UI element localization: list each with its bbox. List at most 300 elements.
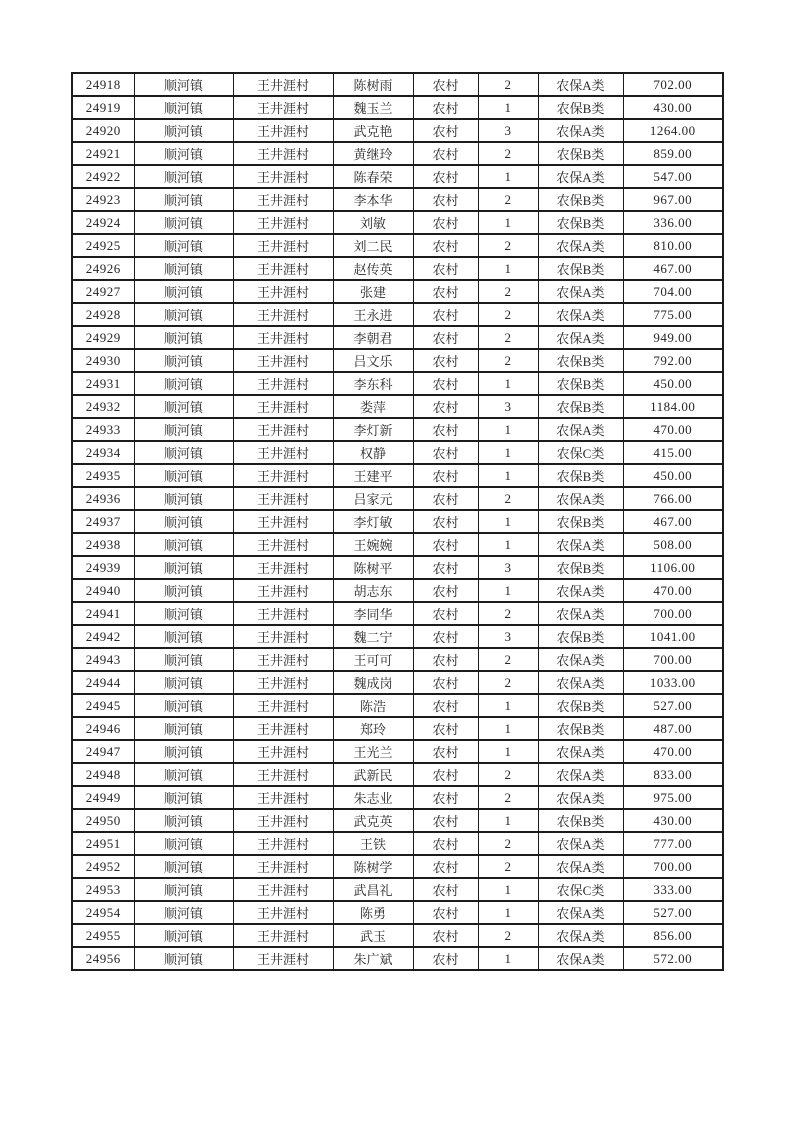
- cell-residence: 农村: [413, 671, 478, 694]
- cell-town: 顺河镇: [134, 510, 233, 533]
- cell-residence: 农村: [413, 165, 478, 188]
- cell-count: 1: [478, 372, 538, 395]
- cell-town: 顺河镇: [134, 740, 233, 763]
- cell-amount: 810.00: [623, 234, 723, 257]
- cell-town: 顺河镇: [134, 372, 233, 395]
- cell-count: 3: [478, 395, 538, 418]
- cell-count: 1: [478, 901, 538, 924]
- cell-id: 24934: [72, 441, 134, 464]
- cell-id: 24952: [72, 855, 134, 878]
- cell-category: 农保A类: [538, 855, 623, 878]
- cell-amount: 766.00: [623, 487, 723, 510]
- cell-category: 农保A类: [538, 487, 623, 510]
- cell-village: 王井涯村: [233, 786, 333, 809]
- cell-town: 顺河镇: [134, 165, 233, 188]
- cell-name: 王铁: [333, 832, 413, 855]
- cell-town: 顺河镇: [134, 671, 233, 694]
- cell-category: 农保B类: [538, 257, 623, 280]
- cell-count: 2: [478, 763, 538, 786]
- cell-town: 顺河镇: [134, 349, 233, 372]
- cell-count: 1: [478, 809, 538, 832]
- cell-village: 王井涯村: [233, 694, 333, 717]
- table-row: [72, 671, 723, 694]
- cell-count: 3: [478, 625, 538, 648]
- cell-name: 张建: [333, 280, 413, 303]
- cell-town: 顺河镇: [134, 809, 233, 832]
- cell-village: 王井涯村: [233, 740, 333, 763]
- cell-id: 24929: [72, 326, 134, 349]
- cell-category: 农保B类: [538, 717, 623, 740]
- cell-village: 王井涯村: [233, 625, 333, 648]
- cell-residence: 农村: [413, 280, 478, 303]
- cell-count: 1: [478, 418, 538, 441]
- cell-id: 24936: [72, 487, 134, 510]
- cell-village: 王井涯村: [233, 395, 333, 418]
- cell-count: 1: [478, 579, 538, 602]
- cell-amount: 527.00: [623, 694, 723, 717]
- cell-name: 李灯敏: [333, 510, 413, 533]
- cell-name: 娄萍: [333, 395, 413, 418]
- cell-id: 24940: [72, 579, 134, 602]
- cell-residence: 农村: [413, 395, 478, 418]
- cell-name: 刘二民: [333, 234, 413, 257]
- cell-count: 2: [478, 280, 538, 303]
- cell-category: 农保A类: [538, 740, 623, 763]
- cell-count: 1: [478, 464, 538, 487]
- cell-category: 农保A类: [538, 326, 623, 349]
- cell-count: 1: [478, 878, 538, 901]
- cell-name: 李灯新: [333, 418, 413, 441]
- cell-amount: 508.00: [623, 533, 723, 556]
- cell-name: 李本华: [333, 188, 413, 211]
- cell-amount: 833.00: [623, 763, 723, 786]
- cell-residence: 农村: [413, 878, 478, 901]
- cell-category: 农保A类: [538, 119, 623, 142]
- cell-town: 顺河镇: [134, 763, 233, 786]
- cell-name: 李东科: [333, 372, 413, 395]
- cell-village: 王井涯村: [233, 602, 333, 625]
- cell-count: 1: [478, 257, 538, 280]
- cell-count: 3: [478, 119, 538, 142]
- cell-count: 1: [478, 441, 538, 464]
- cell-village: 王井涯村: [233, 855, 333, 878]
- cell-name: 武克艳: [333, 119, 413, 142]
- cell-id: 24951: [72, 832, 134, 855]
- table-row: [72, 73, 723, 96]
- table-row: [72, 142, 723, 165]
- cell-amount: 467.00: [623, 510, 723, 533]
- table-row: [72, 648, 723, 671]
- cell-category: 农保C类: [538, 441, 623, 464]
- cell-amount: 430.00: [623, 809, 723, 832]
- cell-residence: 农村: [413, 188, 478, 211]
- cell-town: 顺河镇: [134, 303, 233, 326]
- cell-category: 农保B类: [538, 188, 623, 211]
- table-row: [72, 855, 723, 878]
- table-row: [72, 740, 723, 763]
- cell-count: 2: [478, 188, 538, 211]
- table-row: [72, 418, 723, 441]
- table-row: [72, 372, 723, 395]
- cell-village: 王井涯村: [233, 303, 333, 326]
- cell-count: 2: [478, 648, 538, 671]
- cell-count: 2: [478, 234, 538, 257]
- cell-count: 1: [478, 533, 538, 556]
- cell-category: 农保B类: [538, 510, 623, 533]
- cell-town: 顺河镇: [134, 96, 233, 119]
- cell-name: 朱广斌: [333, 947, 413, 970]
- table-row: [72, 165, 723, 188]
- cell-count: 2: [478, 671, 538, 694]
- cell-village: 王井涯村: [233, 119, 333, 142]
- cell-category: 农保B类: [538, 464, 623, 487]
- cell-town: 顺河镇: [134, 924, 233, 947]
- cell-village: 王井涯村: [233, 556, 333, 579]
- cell-town: 顺河镇: [134, 855, 233, 878]
- cell-id: 24938: [72, 533, 134, 556]
- cell-residence: 农村: [413, 579, 478, 602]
- cell-amount: 949.00: [623, 326, 723, 349]
- cell-town: 顺河镇: [134, 418, 233, 441]
- cell-village: 王井涯村: [233, 257, 333, 280]
- cell-town: 顺河镇: [134, 878, 233, 901]
- cell-category: 农保A类: [538, 924, 623, 947]
- cell-village: 王井涯村: [233, 280, 333, 303]
- cell-residence: 农村: [413, 556, 478, 579]
- table-row: [72, 901, 723, 924]
- cell-name: 陈树平: [333, 556, 413, 579]
- cell-amount: 527.00: [623, 901, 723, 924]
- cell-village: 王井涯村: [233, 464, 333, 487]
- cell-id: 24954: [72, 901, 134, 924]
- cell-amount: 700.00: [623, 648, 723, 671]
- table-row: [72, 487, 723, 510]
- cell-residence: 农村: [413, 947, 478, 970]
- cell-count: 1: [478, 740, 538, 763]
- cell-name: 王永进: [333, 303, 413, 326]
- cell-residence: 农村: [413, 763, 478, 786]
- cell-amount: 415.00: [623, 441, 723, 464]
- cell-residence: 农村: [413, 464, 478, 487]
- cell-village: 王井涯村: [233, 372, 333, 395]
- cell-amount: 702.00: [623, 73, 723, 96]
- cell-amount: 792.00: [623, 349, 723, 372]
- cell-id: 24926: [72, 257, 134, 280]
- cell-name: 武新民: [333, 763, 413, 786]
- cell-category: 农保A类: [538, 234, 623, 257]
- table-row: [72, 280, 723, 303]
- cell-amount: 1033.00: [623, 671, 723, 694]
- cell-village: 王井涯村: [233, 487, 333, 510]
- table-row: [72, 717, 723, 740]
- cell-residence: 农村: [413, 625, 478, 648]
- cell-count: 2: [478, 832, 538, 855]
- cell-id: 24918: [72, 73, 134, 96]
- cell-category: 农保B类: [538, 211, 623, 234]
- cell-count: 1: [478, 510, 538, 533]
- cell-id: 24920: [72, 119, 134, 142]
- cell-name: 赵传英: [333, 257, 413, 280]
- cell-category: 农保B类: [538, 395, 623, 418]
- cell-amount: 467.00: [623, 257, 723, 280]
- table-row: [72, 257, 723, 280]
- cell-category: 农保A类: [538, 73, 623, 96]
- cell-village: 王井涯村: [233, 648, 333, 671]
- cell-id: 24944: [72, 671, 134, 694]
- cell-name: 魏成岗: [333, 671, 413, 694]
- cell-residence: 农村: [413, 740, 478, 763]
- cell-id: 24925: [72, 234, 134, 257]
- cell-town: 顺河镇: [134, 119, 233, 142]
- cell-category: 农保A类: [538, 533, 623, 556]
- cell-id: 24941: [72, 602, 134, 625]
- cell-category: 农保A类: [538, 901, 623, 924]
- cell-amount: 700.00: [623, 855, 723, 878]
- cell-id: 24933: [72, 418, 134, 441]
- cell-residence: 农村: [413, 487, 478, 510]
- cell-name: 吕文乐: [333, 349, 413, 372]
- cell-town: 顺河镇: [134, 234, 233, 257]
- cell-residence: 农村: [413, 418, 478, 441]
- cell-name: 武昌礼: [333, 878, 413, 901]
- cell-category: 农保B类: [538, 142, 623, 165]
- cell-name: 李朝君: [333, 326, 413, 349]
- cell-amount: 450.00: [623, 464, 723, 487]
- cell-category: 农保A类: [538, 786, 623, 809]
- cell-name: 王可可: [333, 648, 413, 671]
- cell-category: 农保A类: [538, 602, 623, 625]
- cell-id: 24922: [72, 165, 134, 188]
- cell-residence: 农村: [413, 809, 478, 832]
- cell-residence: 农村: [413, 234, 478, 257]
- cell-residence: 农村: [413, 510, 478, 533]
- cell-count: 2: [478, 326, 538, 349]
- table-row: [72, 326, 723, 349]
- cell-id: 24930: [72, 349, 134, 372]
- cell-name: 陈树雨: [333, 73, 413, 96]
- cell-category: 农保B类: [538, 556, 623, 579]
- table-row: [72, 763, 723, 786]
- cell-count: 1: [478, 211, 538, 234]
- cell-amount: 450.00: [623, 372, 723, 395]
- cell-id: 24932: [72, 395, 134, 418]
- cell-name: 郑玲: [333, 717, 413, 740]
- cell-count: 1: [478, 96, 538, 119]
- cell-count: 2: [478, 855, 538, 878]
- table-body: [72, 73, 723, 970]
- cell-village: 王井涯村: [233, 809, 333, 832]
- cell-name: 武玉: [333, 924, 413, 947]
- cell-id: 24931: [72, 372, 134, 395]
- cell-amount: 975.00: [623, 786, 723, 809]
- cell-name: 魏二宁: [333, 625, 413, 648]
- cell-residence: 农村: [413, 602, 478, 625]
- cell-category: 农保B类: [538, 694, 623, 717]
- cell-amount: 1184.00: [623, 395, 723, 418]
- table-row: [72, 188, 723, 211]
- cell-count: 2: [478, 487, 538, 510]
- cell-town: 顺河镇: [134, 487, 233, 510]
- cell-id: 24949: [72, 786, 134, 809]
- cell-village: 王井涯村: [233, 533, 333, 556]
- cell-residence: 农村: [413, 96, 478, 119]
- cell-name: 黄继玲: [333, 142, 413, 165]
- table-row: [72, 832, 723, 855]
- cell-village: 王井涯村: [233, 142, 333, 165]
- cell-town: 顺河镇: [134, 947, 233, 970]
- table-row: [72, 786, 723, 809]
- table-row: [72, 533, 723, 556]
- cell-town: 顺河镇: [134, 648, 233, 671]
- cell-count: 1: [478, 947, 538, 970]
- table-row: [72, 211, 723, 234]
- cell-category: 农保A类: [538, 671, 623, 694]
- cell-amount: 859.00: [623, 142, 723, 165]
- cell-count: 1: [478, 717, 538, 740]
- cell-category: 农保A类: [538, 763, 623, 786]
- cell-village: 王井涯村: [233, 165, 333, 188]
- cell-town: 顺河镇: [134, 326, 233, 349]
- cell-village: 王井涯村: [233, 326, 333, 349]
- table-row: [72, 878, 723, 901]
- cell-category: 农保A类: [538, 947, 623, 970]
- cell-category: 农保A类: [538, 280, 623, 303]
- cell-count: 2: [478, 303, 538, 326]
- table-row: [72, 234, 723, 257]
- table-row: [72, 96, 723, 119]
- cell-name: 陈春荣: [333, 165, 413, 188]
- cell-count: 2: [478, 73, 538, 96]
- cell-residence: 农村: [413, 303, 478, 326]
- cell-id: 24953: [72, 878, 134, 901]
- cell-name: 王婉婉: [333, 533, 413, 556]
- cell-id: 24956: [72, 947, 134, 970]
- cell-amount: 470.00: [623, 579, 723, 602]
- cell-residence: 农村: [413, 924, 478, 947]
- cell-category: 农保C类: [538, 878, 623, 901]
- cell-residence: 农村: [413, 786, 478, 809]
- cell-category: 农保A类: [538, 418, 623, 441]
- cell-count: 2: [478, 602, 538, 625]
- cell-amount: 1106.00: [623, 556, 723, 579]
- cell-village: 王井涯村: [233, 717, 333, 740]
- cell-amount: 547.00: [623, 165, 723, 188]
- table-row: [72, 924, 723, 947]
- cell-id: 24946: [72, 717, 134, 740]
- cell-town: 顺河镇: [134, 395, 233, 418]
- cell-village: 王井涯村: [233, 349, 333, 372]
- cell-category: 农保B类: [538, 349, 623, 372]
- cell-town: 顺河镇: [134, 441, 233, 464]
- cell-residence: 农村: [413, 441, 478, 464]
- table-row: [72, 556, 723, 579]
- cell-id: 24939: [72, 556, 134, 579]
- cell-town: 顺河镇: [134, 786, 233, 809]
- cell-residence: 农村: [413, 901, 478, 924]
- cell-id: 24937: [72, 510, 134, 533]
- cell-count: 1: [478, 165, 538, 188]
- table-row: [72, 441, 723, 464]
- cell-village: 王井涯村: [233, 924, 333, 947]
- cell-id: 24945: [72, 694, 134, 717]
- cell-town: 顺河镇: [134, 533, 233, 556]
- cell-name: 武克英: [333, 809, 413, 832]
- cell-category: 农保A类: [538, 648, 623, 671]
- cell-name: 魏玉兰: [333, 96, 413, 119]
- cell-count: 2: [478, 142, 538, 165]
- cell-id: 24948: [72, 763, 134, 786]
- cell-amount: 856.00: [623, 924, 723, 947]
- table-row: [72, 464, 723, 487]
- cell-count: 2: [478, 786, 538, 809]
- cell-name: 权静: [333, 441, 413, 464]
- cell-amount: 700.00: [623, 602, 723, 625]
- cell-amount: 336.00: [623, 211, 723, 234]
- cell-town: 顺河镇: [134, 73, 233, 96]
- cell-id: 24943: [72, 648, 134, 671]
- cell-category: 农保A类: [538, 303, 623, 326]
- cell-amount: 470.00: [623, 418, 723, 441]
- cell-id: 24935: [72, 464, 134, 487]
- cell-residence: 农村: [413, 648, 478, 671]
- cell-amount: 967.00: [623, 188, 723, 211]
- cell-name: 王建平: [333, 464, 413, 487]
- cell-town: 顺河镇: [134, 188, 233, 211]
- table-row: [72, 602, 723, 625]
- cell-village: 王井涯村: [233, 901, 333, 924]
- cell-village: 王井涯村: [233, 418, 333, 441]
- cell-residence: 农村: [413, 257, 478, 280]
- cell-id: 24950: [72, 809, 134, 832]
- table-row: [72, 349, 723, 372]
- cell-residence: 农村: [413, 372, 478, 395]
- cell-village: 王井涯村: [233, 188, 333, 211]
- cell-amount: 1264.00: [623, 119, 723, 142]
- cell-village: 王井涯村: [233, 510, 333, 533]
- cell-category: 农保A类: [538, 165, 623, 188]
- cell-residence: 农村: [413, 855, 478, 878]
- cell-town: 顺河镇: [134, 280, 233, 303]
- cell-village: 王井涯村: [233, 234, 333, 257]
- cell-id: 24942: [72, 625, 134, 648]
- cell-count: 2: [478, 349, 538, 372]
- cell-town: 顺河镇: [134, 257, 233, 280]
- cell-village: 王井涯村: [233, 441, 333, 464]
- cell-id: 24923: [72, 188, 134, 211]
- cell-amount: 572.00: [623, 947, 723, 970]
- cell-village: 王井涯村: [233, 671, 333, 694]
- table-row: [72, 947, 723, 970]
- cell-town: 顺河镇: [134, 464, 233, 487]
- cell-count: 3: [478, 556, 538, 579]
- cell-town: 顺河镇: [134, 579, 233, 602]
- cell-name: 李同华: [333, 602, 413, 625]
- table-row: [72, 510, 723, 533]
- cell-name: 王光兰: [333, 740, 413, 763]
- cell-name: 胡志东: [333, 579, 413, 602]
- cell-village: 王井涯村: [233, 211, 333, 234]
- cell-amount: 333.00: [623, 878, 723, 901]
- cell-id: 24924: [72, 211, 134, 234]
- table-row: [72, 119, 723, 142]
- cell-town: 顺河镇: [134, 625, 233, 648]
- cell-residence: 农村: [413, 142, 478, 165]
- cell-village: 王井涯村: [233, 878, 333, 901]
- cell-village: 王井涯村: [233, 763, 333, 786]
- table-row: [72, 694, 723, 717]
- cell-id: 24955: [72, 924, 134, 947]
- cell-village: 王井涯村: [233, 73, 333, 96]
